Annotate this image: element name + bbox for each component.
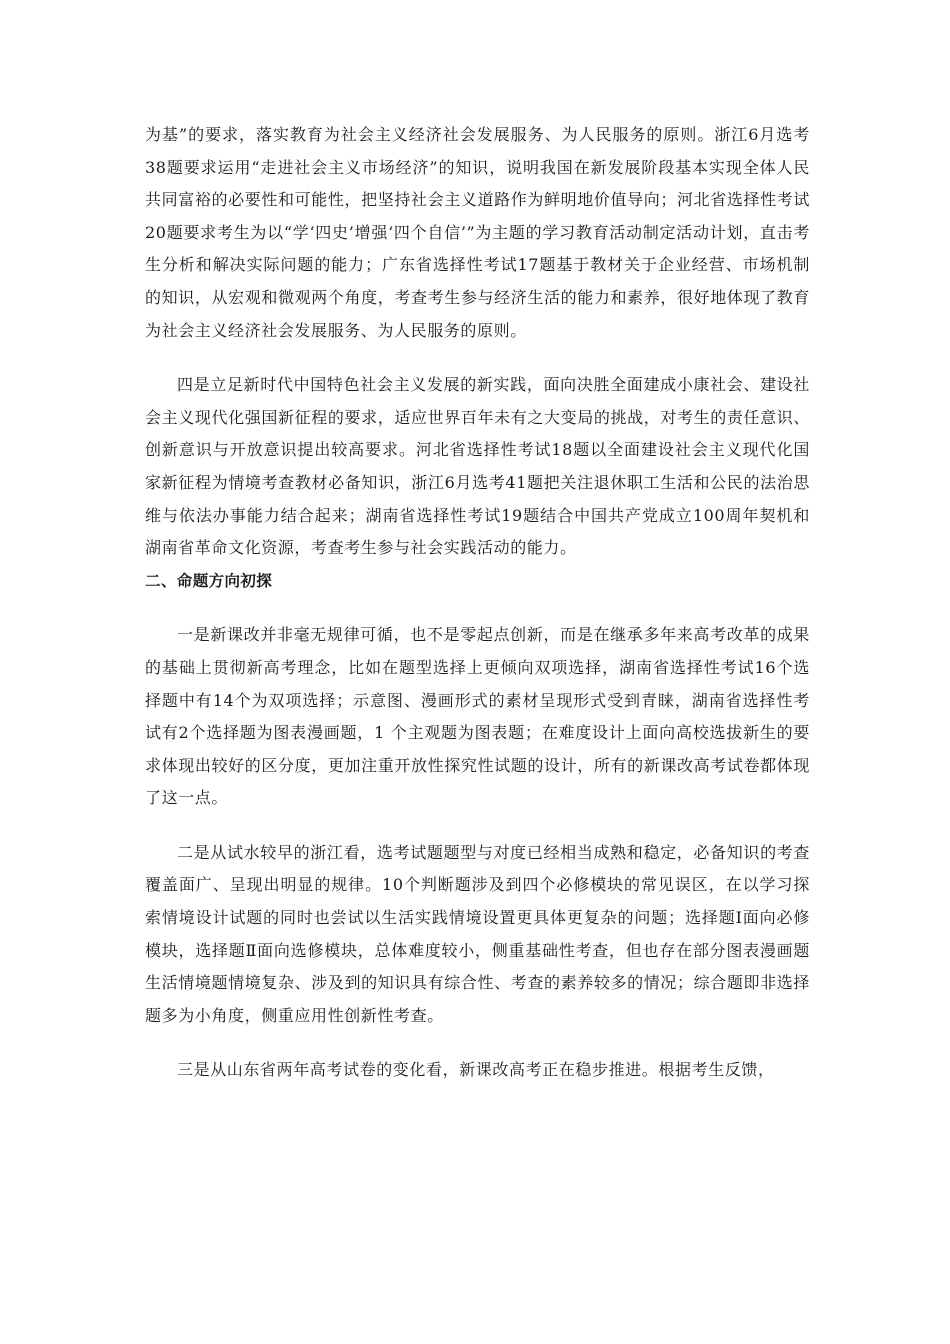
paragraph-1: 为基”的要求，落实教育为社会主义经济社会发展服务、为人民服务的原则。浙江6月选考38题要求运用“走进社会主义市场经济”的知识，说明我国在新发展阶段基本实现全体人民共同富裕的必要性和可能性，把坚持社会主义道路作为鲜明地价值导向；河北省选择性考试20题要求考生为以“学‘四史’增强‘四个自信’”为主题的学习教育活动制定活动计划，直击考生分析和解决实际问题的能力；广东省选择性考试17题基于教材关于企业经营、市场机制的知识，从宏观和微观两个角度，考查考生参与经济生活的能力和素养，很好地体现了教育为社会主义经济社会发展服务、为人民服务的原则。 xyxy=(145,125,810,340)
paragraph-4: 二是从试水较早的浙江看，选考试题题型与对度已经相当成熟和稳定，必备知识的考查覆盖面广、呈现出明显的规律。10个判断题涉及到四个必修模块的常见误区，在以学习探索情境设计试题的同时也尝试以生活实践情境设置更具体更复杂的问题；选择题Ⅰ面向必修模块，选择题Ⅱ面向选修模块，总体难度较小，侧重基础性考查，但也存在部分图表漫画题生活情境题情境复杂、涉及到的知识具有综合性、考查的素养较多的情况；综合题即非选择题多为小角度，侧重应用性创新性考查。 xyxy=(145,842,810,1025)
section-heading: 二、命题方向初探 xyxy=(145,571,273,590)
paragraph-2: 四是立足新时代中国特色社会主义发展的新实践，面向决胜全面建成小康社会、建设社会主义现代化强国新征程的要求，适应世界百年未有之大变局的挑战，对考生的责任意识、创新意识与开放意识提出较高要求。河北省选择性考试18题以全面建设社会主义现代化国家新征程为情境考查教材必备知识，浙江6月选考41题把关注退休职工生活和公民的法治思维与依法办事能力结合起来；湖南省选择性考试19题结合中国共产党成立100周年契机和湖南省革命文化资源，考查考生参与社会实践活动的能力。 xyxy=(145,375,810,558)
document-body xyxy=(145,119,810,1087)
paragraph-3: 一是新课改并非毫无规律可循，也不是零起点创新，而是在继承多年来高考改革的成果的基础上贯彻新高考理念，比如在题型选择上更倾向双项选择，湖南省选择性考试16个选择题中有14个为双项选择；示意图、漫画形式的素材呈现形式受到青睐，湖南省选择性考试有2个选择题为图表漫画题，1 个主观题为图表题；在难度设计上面向高校选拔新生的要求体现出较好的区分度，更加注重开放性探究性试题的设计，所有的新课改高考试卷都体现了这一点。 xyxy=(145,625,810,808)
paragraph-5: 三是从山东省两年高考试卷的变化看，新课改高考正在稳步推进。根据考生反馈， xyxy=(177,1060,775,1080)
